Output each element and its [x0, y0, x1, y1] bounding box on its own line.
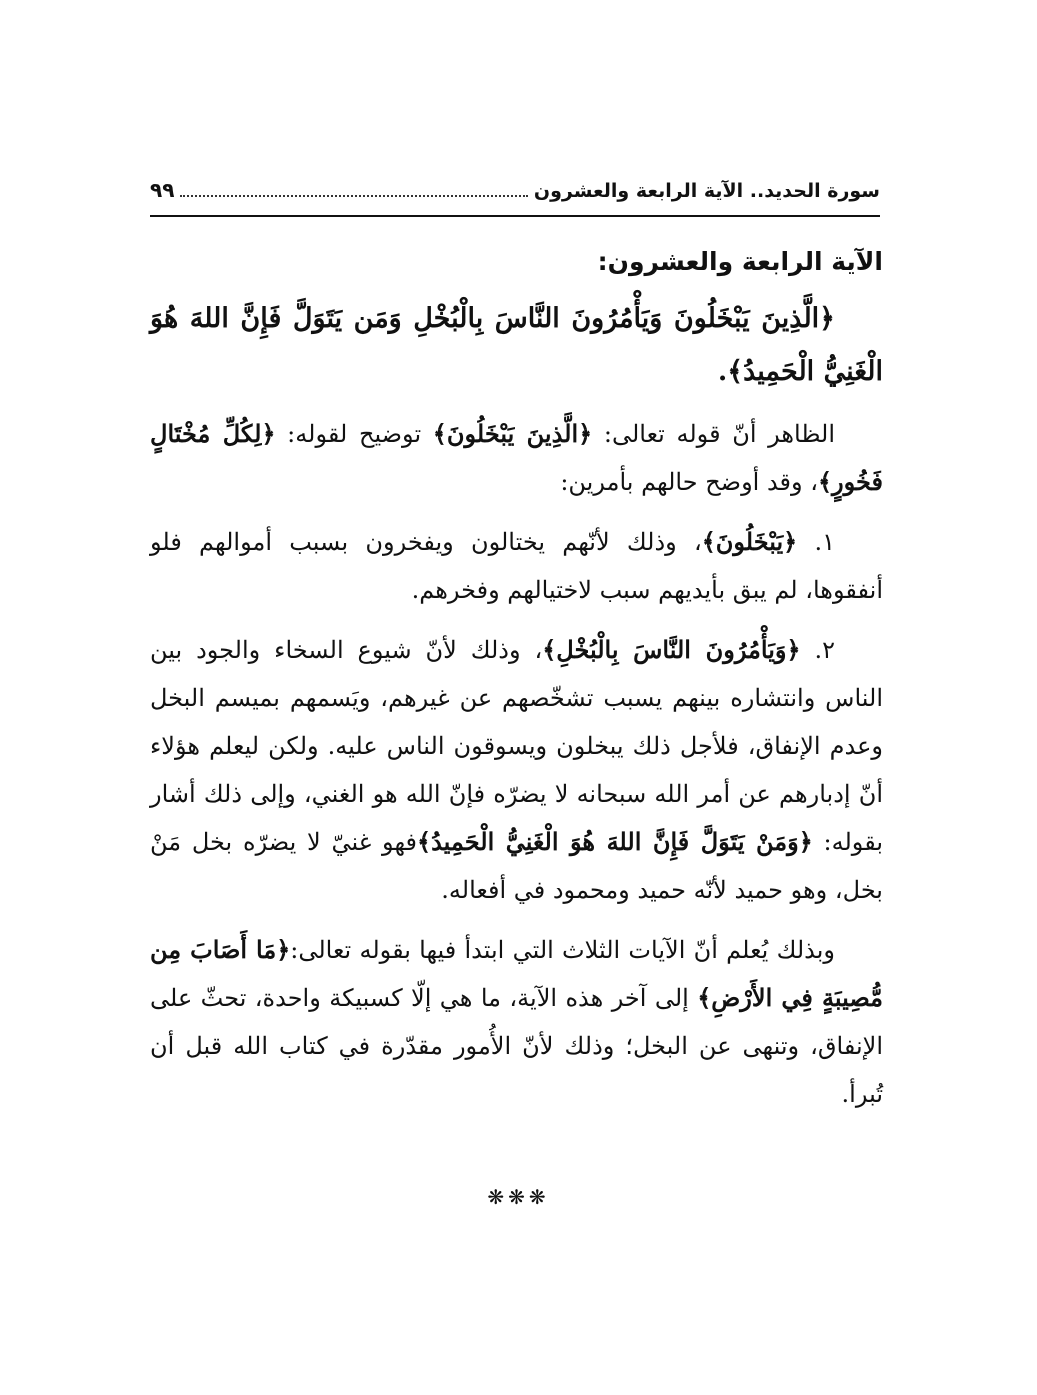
p4-text-a: وبذلك يُعلم أنّ الآيات الثلاث التي ابتدأ فيها بقوله تعالى: [290, 936, 835, 964]
p1-text-b: توضيح لقوله: [275, 420, 433, 448]
header-rule [150, 215, 880, 217]
header-dot-leader [180, 181, 527, 197]
p1-quote-2: ﴿لِكُلِّ مُخْتَالٍ فَخُورٍ﴾ [150, 419, 883, 496]
p1-text-a: الظاهر أنّ قوله تعالى: [592, 420, 836, 448]
p4-text-b: إلى آخر هذه الآية، ما هي إلّا كسبيكة واحدة، تحثّ على الإنفاق، وتنهى عن البخل؛ وذلك لأنّ الأُمور مقدّرة في كتاب الله قبل أن تُبرأ. [150, 984, 883, 1108]
p2-number: ١. [797, 528, 835, 556]
p3-quote-2: ﴿وَمَنْ يَتَوَلَّ فَإِنَّ اللهَ هُوَ الْغَنِيُّ الْحَمِيدُ﴾ [417, 827, 813, 856]
paragraph-2 [150, 518, 883, 614]
p3-text-a: ، وذلك لأنّ شيوع السخاء والجود بين الناس وانتشاره بينهم يسبب تشخّصهم عن غيرهم، ويَسمهم بميسم البخل وعدم الإنفاق، فلأجل ذلك يبخلون ويسوقون الناس عليه. ولكن ليعلم هؤلاء أنّ إدبارهم عن أمر الله سبحانه لا يضرّه فإنّ الله هو الغني، وإلى ذلك أشار بقوله: [150, 636, 884, 856]
p2-quote: ﴿يَبْخَلُونَ﴾ [701, 527, 798, 556]
page-body [150, 238, 883, 1130]
paragraph-1 [150, 410, 883, 506]
p1-text-c: ، وقد أوضح حالهم بأمرين: [560, 468, 818, 496]
p1-quote-1: ﴿الَّذِينَ يَبْخَلُونَ﴾ [432, 419, 593, 448]
paragraph-4 [150, 926, 883, 1118]
header-title: سورة الحديد.. الآية الرابعة والعشرون [533, 180, 880, 202]
p3-quote-1: ﴿وَيَأْمُرُونَ النَّاسَ بِالْبُخْلِ﴾ [542, 635, 801, 664]
verse-text: ﴿الَّذِينَ يَبْخَلُونَ وَيَأْمُرُونَ النَّاسَ بِالْبُخْلِ وَمَن يَتَوَلَّ فَإِنَّ اللهَ هُوَ الْغَنِيُّ الْحَمِيدُ﴾. [150, 303, 883, 387]
p2-text: ، وذلك لأنّهم يختالون ويفخرون بسبب أموالهم فلو أنفقوها، لم يبق بأيديهم سبب لاختيالهم وفخرهم. [150, 528, 883, 604]
section-separator: ❋❋❋ [487, 1185, 550, 1209]
p3-number: ٢. [800, 636, 835, 664]
page-number: ٩٩ [150, 178, 175, 202]
running-header [150, 178, 880, 208]
paragraph-3 [150, 626, 883, 914]
p3-text-b: فهو غنيّ لا يضرّه بخل مَنْ بخل، وهو حميد لأنّه حميد ومحمود في أفعاله. [150, 828, 883, 904]
section-title: الآية الرابعة والعشرون: [597, 247, 883, 276]
p4-quote: ﴿مَا أَصَابَ مِن مُّصِيبَةٍ فِي الأَرْضِ﴾ [150, 935, 883, 1012]
